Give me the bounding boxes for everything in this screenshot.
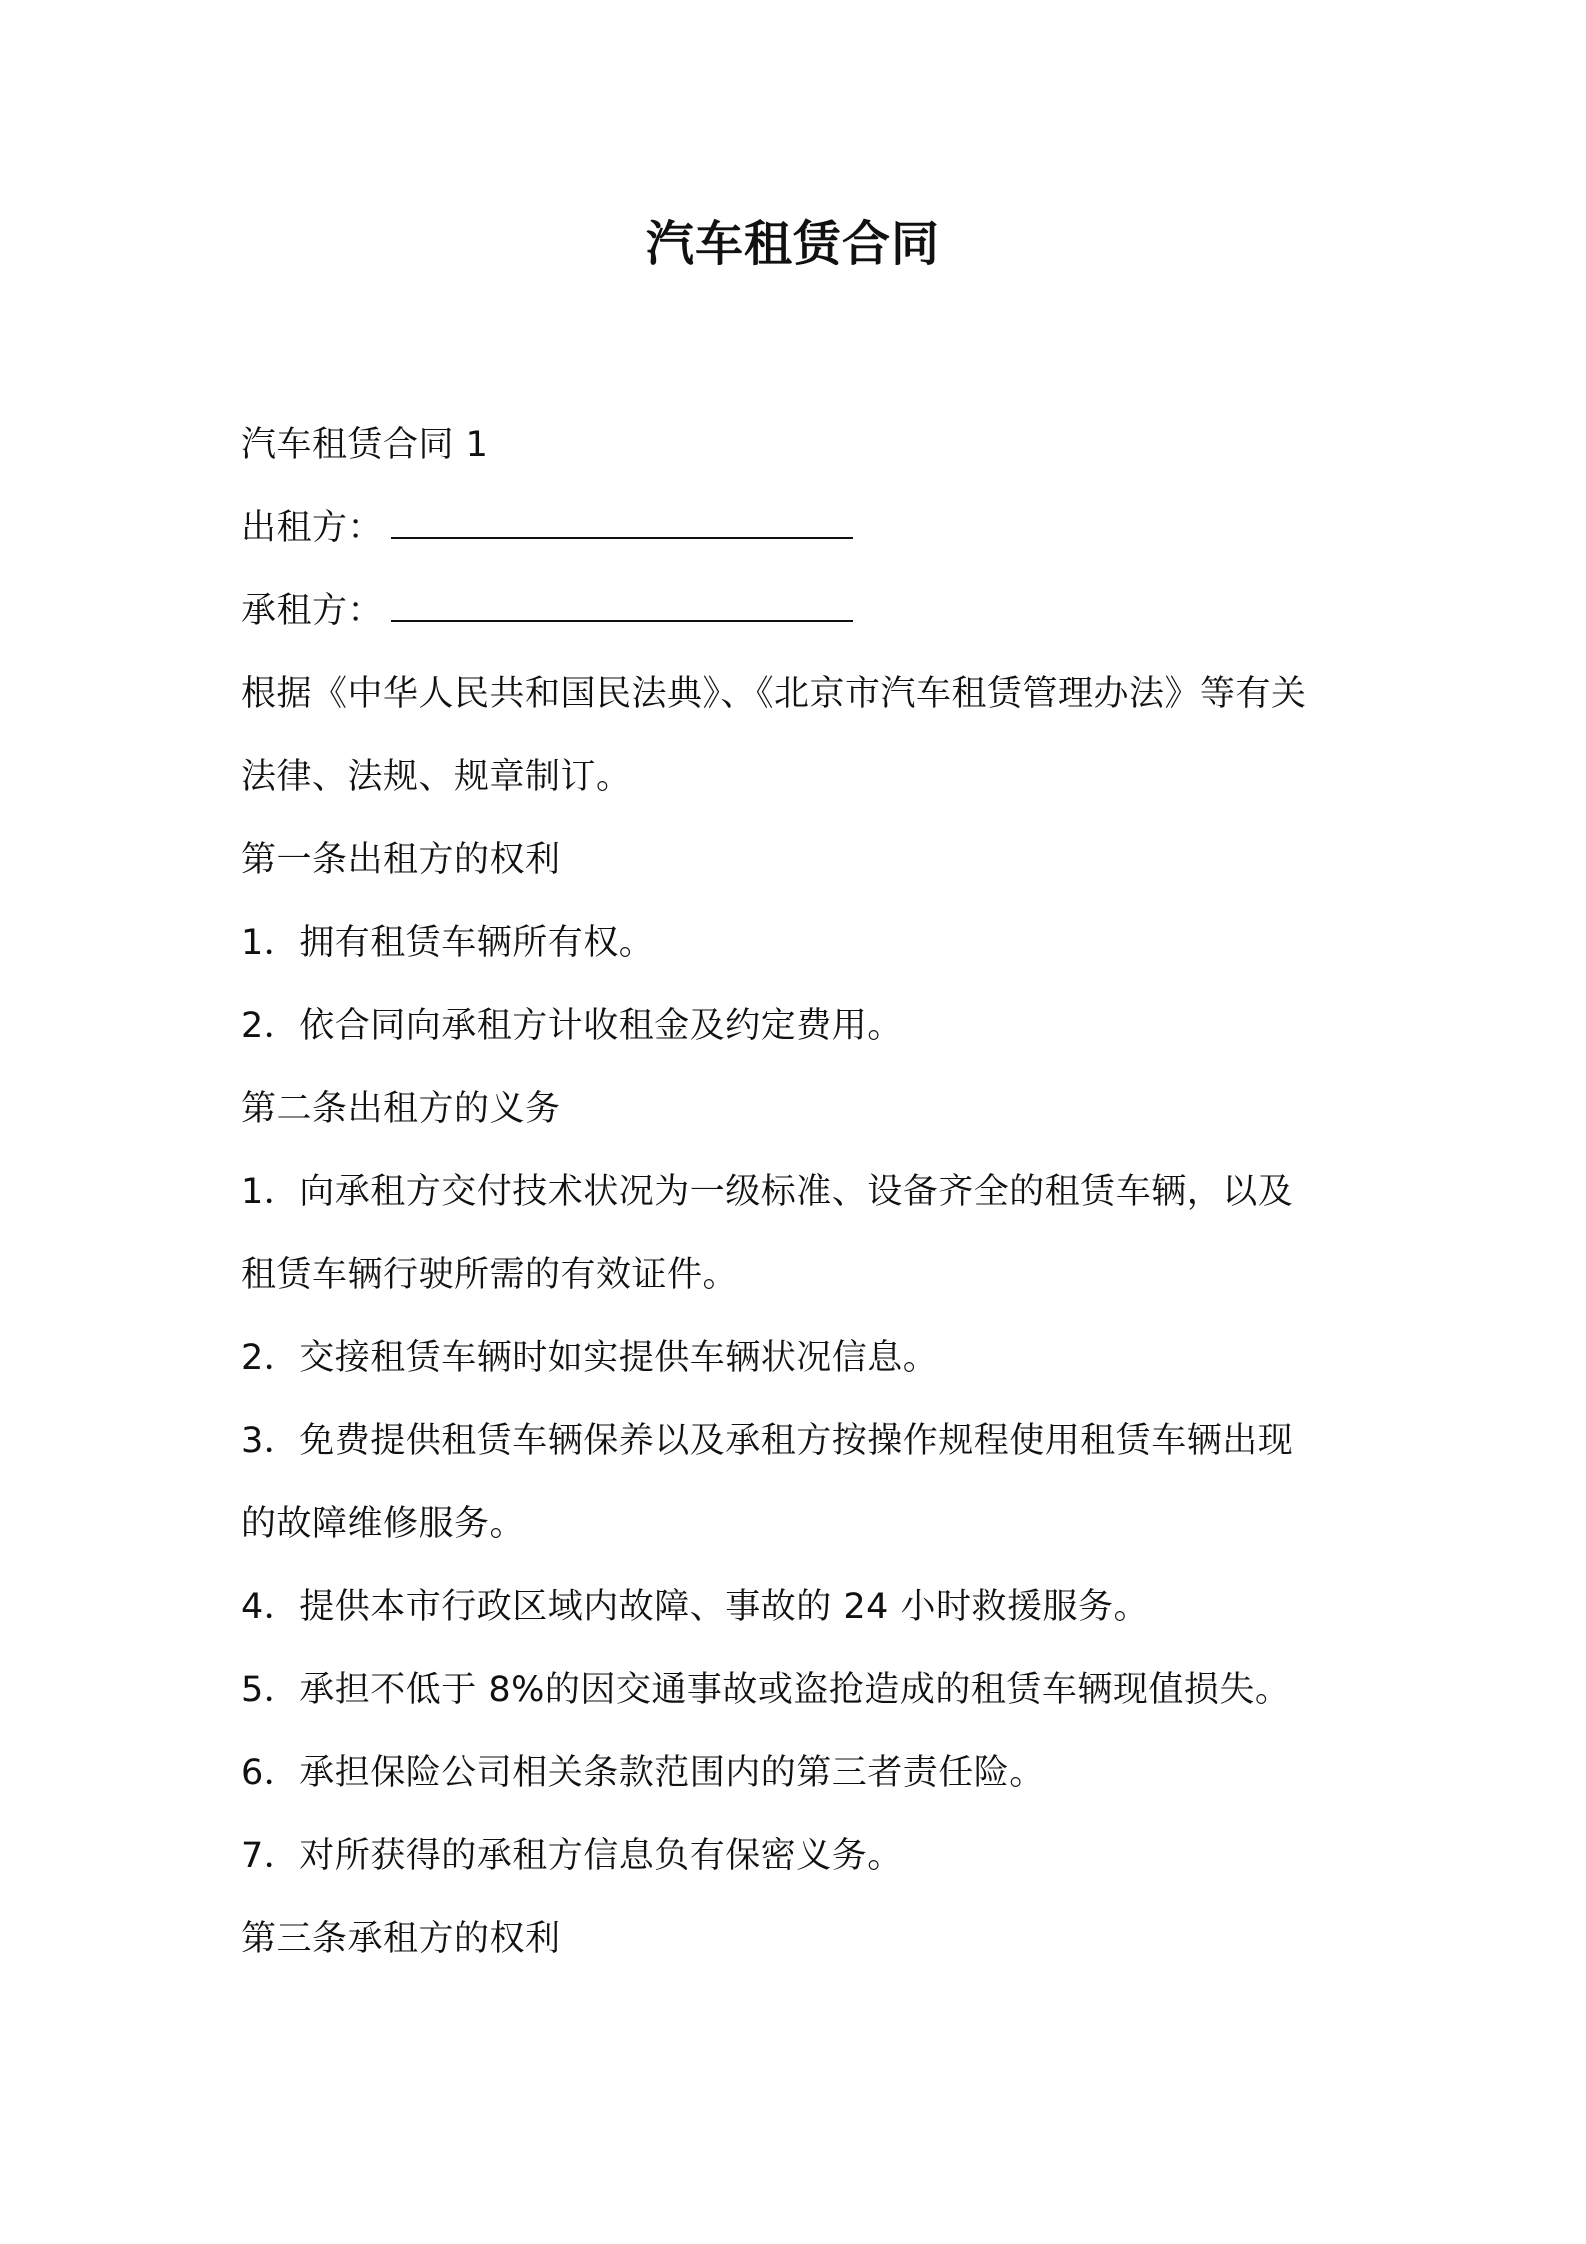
lessor-label: 出租方：	[241, 508, 384, 548]
lessee-line	[241, 570, 1361, 653]
article-2-heading: 第二条出租方的义务	[241, 1089, 561, 1129]
article-1-item: 2．依合同向承租方计收租金及约定费用。	[241, 1006, 903, 1046]
article-3-heading: 第三条承租方的权利	[241, 1919, 561, 1959]
article-2-item: 2．交接租赁车辆时如实提供车辆状况信息。	[241, 1338, 939, 1378]
article-2-item: 4．提供本市行政区域内故障、事故的 24 小时救援服务。	[241, 1587, 1150, 1627]
article-2-item: 7．对所获得的承租方信息负有保密义务。	[241, 1836, 903, 1876]
article-2-item: 5．承担不低于 8%的因交通事故或盗抢造成的租赁车辆现值损失。	[241, 1670, 1291, 1710]
lessee-blank-field	[391, 614, 853, 622]
contract-subtitle: 汽车租赁合同 1	[241, 425, 489, 465]
article-2-item: 租赁车辆行驶所需的有效证件。	[241, 1255, 739, 1295]
article-1-heading: 第一条出租方的权利	[241, 840, 561, 880]
article-2-item: 6．承担保险公司相关条款范围内的第三者责任险。	[241, 1753, 1045, 1793]
document-body	[241, 404, 1361, 1981]
lessee-label: 承租方：	[241, 591, 384, 631]
article-2-item: 的故障维修服务。	[241, 1504, 526, 1544]
intro-line-2: 法律、法规、规章制订。	[241, 757, 632, 797]
article-2-item: 3．免费提供租赁车辆保养以及承租方按操作规程使用租赁车辆出现	[241, 1421, 1294, 1461]
article-2-item: 1．向承租方交付技术状况为一级标准、设备齐全的租赁车辆，以及	[241, 1172, 1294, 1212]
lessor-line	[241, 487, 1361, 570]
article-1-item: 1．拥有租赁车辆所有权。	[241, 923, 655, 963]
lessor-blank-field	[391, 531, 853, 539]
intro-line-1: 根据《中华人民共和国民法典》、《北京市汽车租赁管理办法》等有关	[241, 674, 1307, 714]
document-title: 汽车租赁合同	[645, 216, 940, 272]
